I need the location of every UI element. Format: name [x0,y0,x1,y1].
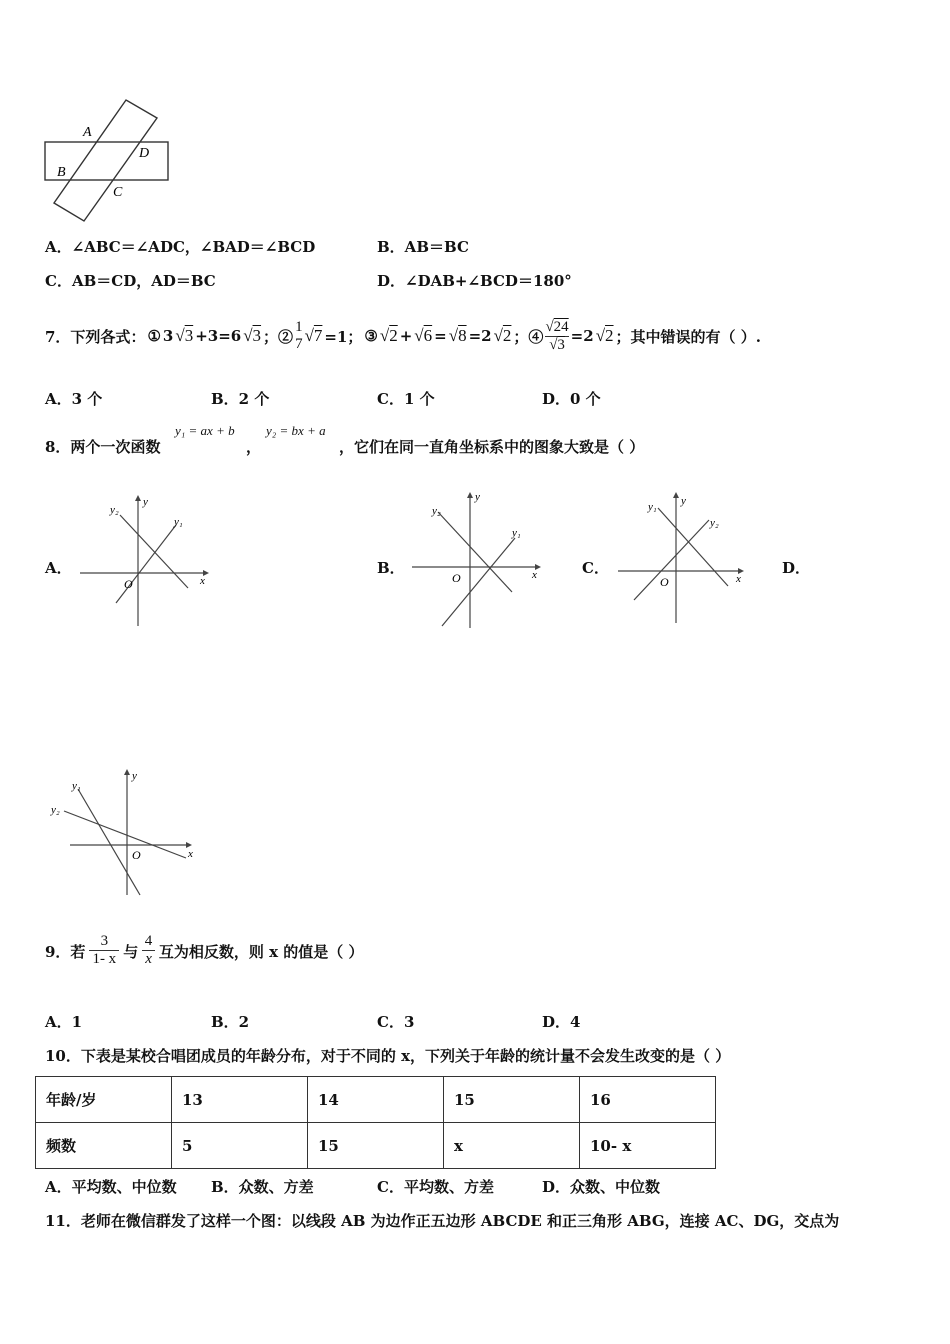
q7-item4-sqrt-d: √2 [595,326,614,345]
q9-option-b: B．2 [211,1013,250,1031]
y-label: y [475,491,480,503]
y2-label: y₂ [432,505,441,517]
q8-graph-c [616,490,751,625]
q7-option-c: C．1 个 [377,390,435,408]
table-cell: 15 [308,1123,444,1169]
q10-option-c: C．平均数、方差 [377,1178,494,1196]
line-y1 [78,789,140,895]
line-y2 [64,811,186,858]
line-y2 [438,512,512,592]
label-b: B [57,165,66,180]
q7-item4-tail: =2 [570,327,594,345]
y2-label: y₂ [110,504,119,516]
line-y1 [116,525,176,603]
q7-item3-label: ③ [364,327,378,345]
y-arrow-icon [673,492,679,498]
q7-item3-eq: = [434,327,447,345]
q7-stem [45,306,761,366]
table-cell: 16 [580,1077,716,1123]
q7-item1-sqrt: √3 [175,326,194,345]
y-label: y [143,496,148,508]
origin-label: O [452,571,461,585]
q6-figure [40,95,180,225]
q8-label-c: C． [582,559,609,577]
label-c: C [113,185,123,200]
y-label: y [132,770,137,782]
table-cell: x [444,1123,580,1169]
q8-func1: y₁ = ax + b [175,423,235,438]
q7-item1-coef: 3 [162,327,174,345]
q8-graph-b [410,490,545,630]
q7-item3-sqrt-a: √2 [379,326,398,345]
q9-stem [45,926,364,976]
x-label: x [532,569,537,581]
line-y2 [634,520,709,600]
q9-fraction-2: $\frac{4}{x}$ [142,933,155,968]
q7-suffix: ；其中错误的有（ ）. [615,327,761,346]
q7-item3-tail: =2 [468,327,492,345]
q9-prefix: 9．若 [45,942,86,961]
x-label: x [736,573,741,585]
y-label: y [681,495,686,507]
table-cell: 13 [172,1077,308,1123]
q6-option-b: B．AB＝BC [377,238,469,256]
q8-label-d: D． [782,559,811,577]
q9-option-d: D．4 [542,1013,581,1031]
q7-option-d: D．0 个 [542,390,601,408]
q11-stem: 11．老师在微信群发了这样一个图：以线段 AB 为边作正五边形 ABCDE 和正三角形 ABG，连接 AC、DG，交点为 [45,1212,840,1230]
q6-option-c: C．AB＝CD，AD＝BC [45,272,216,290]
y2-label: y₂ [710,517,719,529]
label-d: D [139,146,150,161]
x-label: x [200,575,205,587]
label-a: A [83,125,92,140]
table-row [36,1123,716,1169]
table-cell: 年龄/岁 [36,1077,172,1123]
q7-item2-label: ；② [263,327,294,346]
q7-item4-fraction: $\frac{√24}{√3}$ [545,318,569,353]
age-table [35,1076,716,1169]
x-label: x [188,848,193,860]
q8-graph-d [48,765,203,900]
origin-label: O [132,848,141,862]
y-arrow-icon [467,492,473,498]
q9-suffix: 互为相反数，则 x 的值是（ ） [158,942,364,961]
q7-item3-sqrt-d: √2 [493,326,512,345]
q7-option-a: A．3 个 [45,390,103,408]
y1-label: y₁ [72,780,81,792]
origin-label: O [660,575,669,589]
q6-option-a: A．∠ABC＝∠ADC，∠BAD＝∠BCD [45,238,316,256]
q7-item3-sqrt-b: √6 [414,326,433,345]
q8-label-b: B． [377,559,405,577]
q7-item2-fraction: 1 7 [295,319,303,352]
q8-label-a: A． [45,559,72,577]
q10-stem: 10．下表是某校合唱团成员的年龄分布，对于不同的 x，下列关于年龄的统计量不会发生改变的是（ ） [45,1047,731,1065]
q10-option-a: A．平均数、中位数 [45,1178,177,1196]
q7-item2-tail: =1； [324,327,363,346]
q7-item3-sqrt-c: √8 [448,326,467,345]
table-cell: 14 [308,1077,444,1123]
q10-option-b: B．众数、方差 [211,1178,314,1196]
q8-prefix: 8．两个一次函数 [45,438,161,456]
y1-label: y₁ [174,516,183,528]
q7-item4-label: ；④ [513,327,544,346]
q7-item2-sqrt: √7 [304,326,323,345]
q7-item1-sqrt2: √3 [243,326,262,345]
table-cell: 10- x [580,1123,716,1169]
table-cell: 5 [172,1123,308,1169]
q7-item1-label: ① [147,327,161,345]
table-cell: 频数 [36,1123,172,1169]
q9-option-c: C．3 [377,1013,415,1031]
q9-fraction-1: $\frac{3}{1- x}$ [89,933,119,968]
y2-label: y₂ [51,804,60,816]
q8-sep: ， [246,438,262,456]
q9-option-a: A．1 [45,1013,83,1031]
origin-label: O [124,577,133,591]
q7-item1-mid: +3=6 [195,327,242,345]
y-arrow-icon [124,769,130,775]
q7-prefix: 7．下列各式： [45,327,146,346]
q7-item3-plus: + [399,327,413,345]
q9-mid: 与 [123,942,139,961]
q8-func2: y₂ = bx + a [266,423,326,438]
q10-option-d: D．众数、中位数 [542,1178,661,1196]
y1-label: y₁ [648,501,657,513]
table-cell: 15 [444,1077,580,1123]
q8-suffix: ，它们在同一直角坐标系中的图象大致是（ ） [339,438,645,456]
q6-option-d: D．∠DAB+∠BCD＝180° [377,272,572,290]
q7-option-b: B．2 个 [211,390,270,408]
y-arrow-icon [135,495,141,501]
y1-label: y₁ [512,527,521,539]
table-row [36,1077,716,1123]
q8-graph-a [78,493,213,628]
